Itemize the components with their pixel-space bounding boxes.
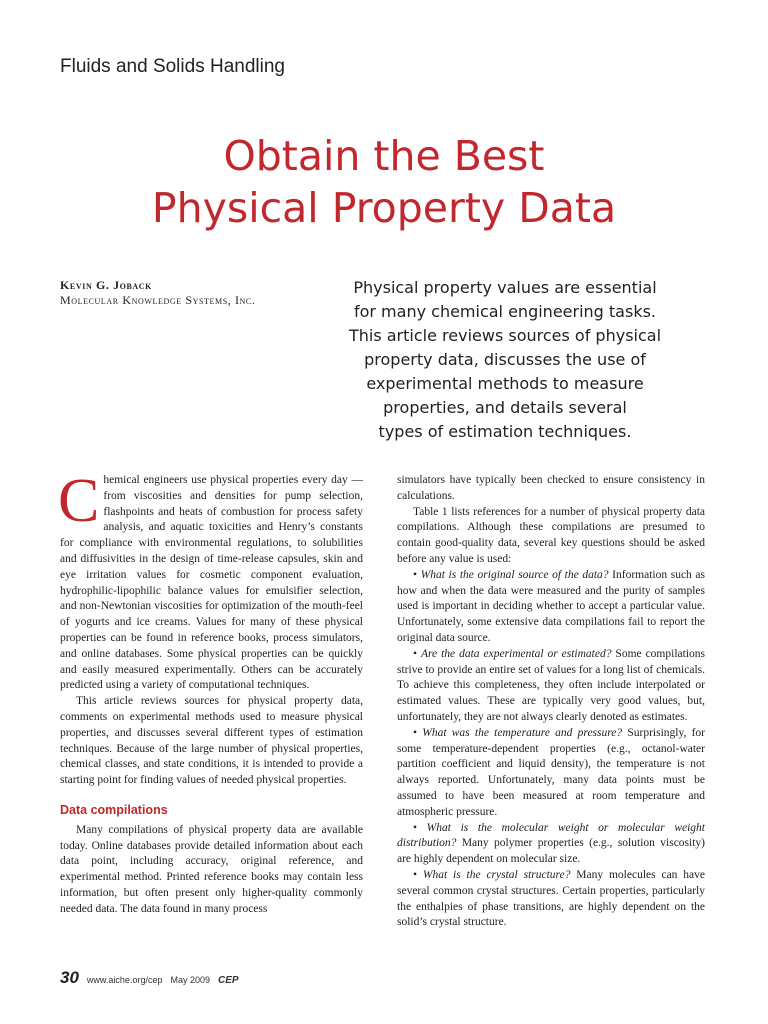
intro-paragraph-2: This article reviews sources for physical property data, comments on experimental methods used to measure physical properties, and discusses several different types of estimation techniques. Because of the large number of physical properties, chemical classes, and state conditions, it is intended to provide a starting point for finding values of needed physical properties. [60, 695, 363, 787]
bullet-item: • What was the temperature and pressure? Surprisingly, for some temperature-dependent properties (e.g., octanol-water partition coefficient and liquid density), the temperature is not always reported. Unfortunately, many data points must be assumed to have been measured at room temperature and atmospheric pressure. [397, 726, 706, 818]
bullet-text: Information such as how and when the data were measured and the purity of samples used is important in deciding whether to accept a particular value. Unfortunately, some extensive data compilations fail to report the original data source. [397, 568, 705, 644]
bullet-item: • What is the molecular weight or molecular weight distribution? Many polymer properties (e.g., solution viscosity) are highly dependent on molecular size. [397, 821, 705, 866]
page-footer [60, 968, 239, 988]
article-title [0, 130, 768, 234]
deck-line: properties, and details several [383, 398, 627, 417]
bullet-text: Many molecules can have several common crystal structures. Certain properties, particularly the enthalpies of phase transitions, are highly dependent on the solid’s crystal structure. [397, 868, 705, 929]
bullet-question: Are the data experimental or estimated? [420, 647, 612, 660]
bullet-question: What was the temperature and pressure? [422, 726, 623, 739]
intro-paragraph [58, 467, 363, 694]
bullet-text: Surprisingly, for some temperature-dependent properties (e.g., octanol-water partition coefficient and liquid density), the temperature is not always reported. Unfortunately, many data points must be assumed to have been measured at room temperature and atmospheric pressure. [397, 726, 706, 818]
bullet-item: • What is the original source of the data? Information such as how and when the data were measured and the purity of samples used is important in deciding whether to accept a particular value. Unfortunately, some extensive data compilations fail to report the original data source. [397, 568, 705, 644]
deck-line: property data, discusses the use of [364, 350, 646, 369]
deck-line: for many chemical engineering tasks. [353, 302, 657, 321]
data-paragraph: Many compilations of physical property data are available today. Online databases provide detailed information about each data point, including accuracy, original reference, and experimental method. Printed reference books may contain less information, but often present only higher-quality commonly needed data. The data found in many process [60, 823, 363, 915]
bullet-item: • What is the crystal structure? Many molecules can have several common crystal structures. Certain properties, particularly the enthalpies of phase transitions, are highly dependent on the solid’s crystal structure. [397, 868, 705, 929]
bullet-question: What is the original source of the data? [420, 568, 609, 581]
title-line-2: Physical Property Data [151, 184, 617, 232]
article-deck [325, 276, 685, 444]
author-block [60, 278, 255, 308]
deck-line: types of estimation techniques. [378, 422, 632, 441]
author-name: Kevin G. Joback [60, 278, 153, 292]
magazine-name: CEP [218, 975, 239, 986]
author-affiliation: Molecular Knowledge Systems, Inc. [60, 293, 256, 307]
drop-cap: C [58, 467, 100, 535]
right-paragraph-2: Table 1 lists references for a number of physical property data compilations. Although these compilations are presumed to contain good-quality data, several key questions should be asked before any value is used: [397, 505, 705, 565]
deck-line: This article reviews sources of physical [348, 326, 662, 345]
title-line-1: Obtain the Best [223, 132, 545, 180]
bullet-item: • Are the data experimental or estimated? Some compilations strive to provide an entire set of values for a long list of chemicals. To achieve this completeness, they often include interpolated or estimated values. These are typically very good values, but, unfortunately, they are not always clearly denoted as estimates. [397, 647, 705, 723]
section-label: Fluids and Solids Handling [60, 56, 285, 77]
body-column-left [58, 467, 363, 918]
deck-line: Physical property values are essential [353, 278, 657, 297]
deck-line: experimental methods to measure [366, 374, 644, 393]
footer-url[interactable]: www.aiche.org/cep [86, 975, 163, 985]
bullet-text: Many polymer properties (e.g., solution viscosity) are highly dependent on molecular size. [397, 837, 705, 866]
body-column-right [397, 473, 705, 931]
bullet-question: What is the molecular weight or molecular weight distribution? [397, 821, 705, 850]
page-number: 30 [60, 968, 79, 987]
bullet-text: Some compilations strive to provide an entire set of values for a long list of chemicals. To achieve this completeness, they often include interpolated or estimated values. These are typically very good values, but, unfortunately, they are not always clearly denoted as estimates. [397, 647, 705, 723]
intro-text: hemical engineers use physical properties every day — from viscosities and densities for pump selection, flashpoints and heats of combustion for process safety analysis, and aquatic toxicities and Henry’s constants for compliance with environmental regulations, to solubilities and diffusivities in the design of time-release capsules, skin and eye irritation values for cosmetic component evaluation, hydrophilic-lipophilic balance values for emulsifier selection, and non-Newtonian viscosities for optimization of the mouth-feel of yogurts and ice creams. Values for many of these physical properties can be found in reference books, process simulators, and online databases. Some physical properties can be quickly and easily measured experimentally. Others can be accurately predicted using a variety of computational techniques. [60, 474, 363, 692]
bullet-question: What is the crystal structure? [422, 868, 571, 881]
section-heading: Data compilations [60, 802, 168, 817]
right-paragraph-1: simulators have typically been checked to ensure consistency in calculations. [397, 474, 705, 502]
footer-date: May 2009 [170, 975, 210, 985]
